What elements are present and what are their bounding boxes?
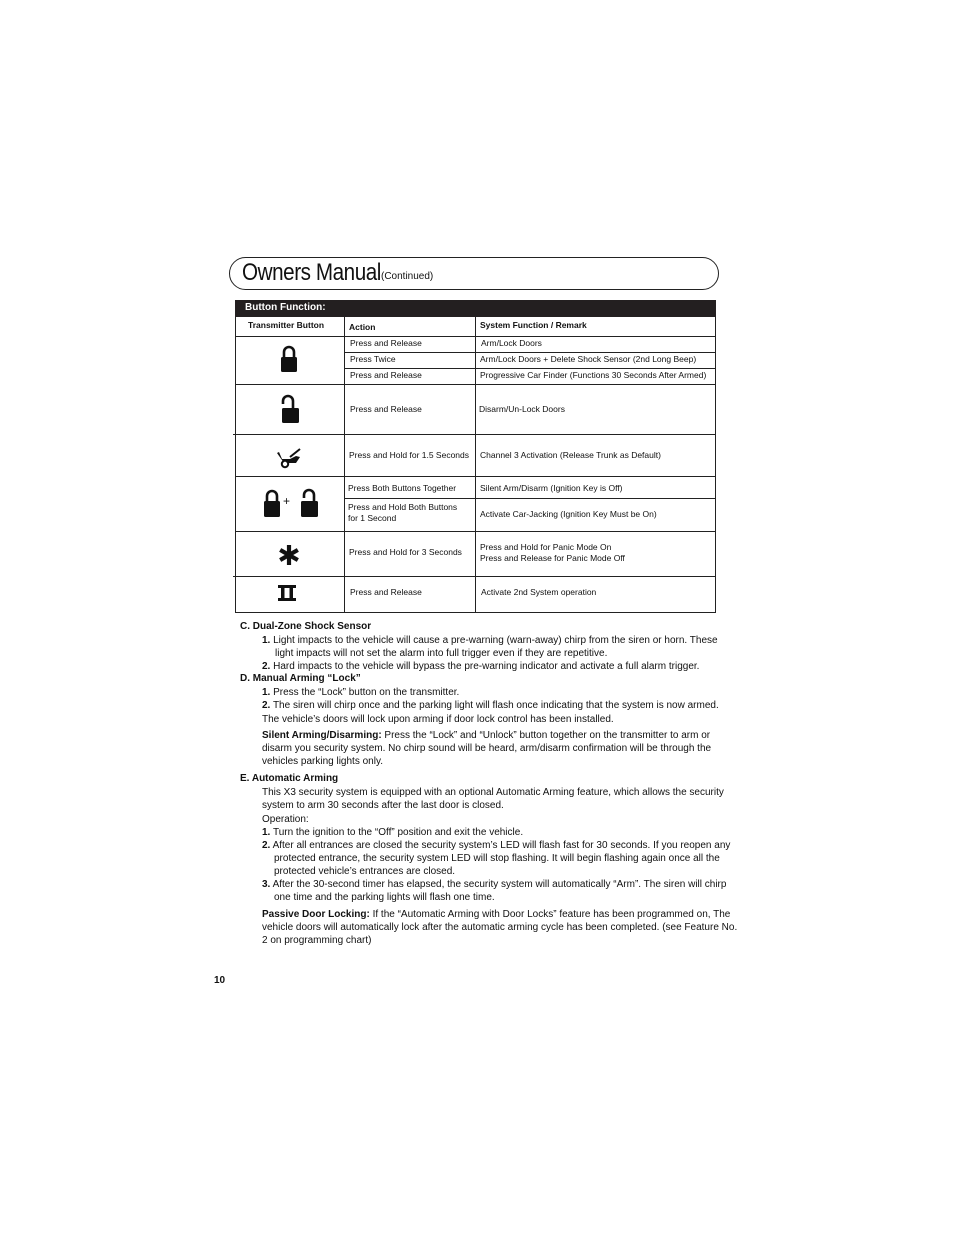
row-remark: Arm/Lock Doors xyxy=(481,338,542,348)
row-remark: Silent Arm/Disarm (Ignition Key is Off) xyxy=(480,483,623,493)
row-divider xyxy=(344,368,716,369)
lock-plus-unlock-icon xyxy=(263,487,323,524)
column-header-remark: System Function / Remark xyxy=(480,320,587,330)
unlock-icon xyxy=(279,394,301,429)
row-remark: Activate 2nd System operation xyxy=(481,587,597,597)
table-border xyxy=(715,317,716,613)
table-caption: Button Function: xyxy=(235,300,716,317)
row-divider xyxy=(235,476,716,477)
paragraph: Hard impacts to the vehicle will bypass the pre-warning indicator and activate a full alarm trigger. xyxy=(273,661,700,672)
list-number: 1. xyxy=(262,687,271,698)
row-divider xyxy=(235,384,716,385)
operation-label: Operation: xyxy=(262,814,309,825)
paragraph: After the 30-second timer has elapsed, the security system will automatically “Arm”. The siren will chirp xyxy=(272,879,727,890)
row-remark: Channel 3 Activation (Release Trunk as Default) xyxy=(480,450,661,460)
paragraph: This X3 security system is equipped with an optional Automatic Arming feature, which allows the security xyxy=(262,787,724,798)
list-number: 1. xyxy=(262,635,271,646)
paragraph: The vehicle’s doors will lock upon arming if door lock control has been installed. xyxy=(262,714,614,725)
row-remark: Press and Hold for Panic Mode On xyxy=(480,542,612,552)
paragraph: protected vehicle’s entrances are closed. xyxy=(274,866,456,877)
passive-door-locking-label: Passive Door Locking: xyxy=(262,909,370,920)
list-number: 3. xyxy=(262,879,271,890)
row-action: Press Twice xyxy=(350,354,396,364)
row-remark: Arm/Lock Doors + Delete Shock Sensor (2nd Long Beep) xyxy=(480,354,697,364)
paragraph: light impacts will not set the alarm into full trigger even if they are repetitive. xyxy=(275,648,608,659)
column-divider xyxy=(475,317,476,613)
row-remark: Activate Car-Jacking (Ignition Key Must be On) xyxy=(480,509,657,519)
list-number: 2. xyxy=(262,840,271,851)
paragraph: vehicles parking lights only. xyxy=(262,756,383,767)
plus-sign: + xyxy=(283,494,291,508)
paragraph: Press the “Lock” and “Unlock” button together on the transmitter to arm or xyxy=(381,730,711,741)
list-number: 2. xyxy=(262,661,271,672)
column-divider xyxy=(344,317,345,613)
row-divider xyxy=(233,434,716,435)
paragraph: Press the “Lock” button on the transmitter. xyxy=(273,687,460,698)
row-action: Press and Hold for 3 Seconds xyxy=(349,547,462,557)
row-action: Press and Release xyxy=(350,404,422,414)
row-divider xyxy=(235,531,716,532)
row-action: Press and Hold for 1.5 Seconds xyxy=(349,450,470,460)
row-action: Press Both Buttons Together xyxy=(348,483,457,493)
row-divider xyxy=(344,498,716,499)
row-divider xyxy=(235,336,716,337)
table-border xyxy=(235,317,236,613)
lock-icon xyxy=(279,345,299,378)
list-number: 2. xyxy=(262,700,271,711)
row-divider xyxy=(344,352,716,353)
row-action: Press and Release xyxy=(350,587,422,597)
section-e-heading: E. Automatic Arming xyxy=(240,773,339,784)
paragraph: vehicle doors will automatically lock after the automatic arming cycle has been completed. (see Feature No. xyxy=(262,922,738,933)
column-header-transmitter: Transmitter Button xyxy=(248,320,325,330)
row-remark: Disarm/Un-Lock Doors xyxy=(479,404,565,414)
paragraph: one time and the parking lights will flash one time. xyxy=(274,892,495,903)
paragraph: If the “Automatic Arming with Door Locks” feature has been programmed on, The xyxy=(369,909,731,920)
roman-two-icon xyxy=(278,585,296,606)
row-action: for 1 Second xyxy=(348,513,397,523)
section-c-heading: C. Dual-Zone Shock Sensor xyxy=(240,621,372,632)
page-subtitle: (Continued) xyxy=(381,271,434,282)
star-icon xyxy=(279,545,299,570)
page-title: Owners Manual xyxy=(242,259,381,286)
trunk-icon xyxy=(276,447,302,474)
row-divider xyxy=(233,576,716,577)
paragraph: protected entrance, the security system LED will stop flashing. It will begin flashing again once all the xyxy=(274,853,720,864)
paragraph: The siren will chirp once and the parking light will flash once indicating that the system is now armed. xyxy=(272,700,719,711)
paragraph: Light impacts to the vehicle will cause a pre-warning (warn-away) chirp from the siren or horn. These xyxy=(273,635,718,646)
button-function-table xyxy=(235,300,716,613)
row-action: Press and Hold Both Buttons xyxy=(348,502,458,512)
paragraph: Turn the ignition to the “Off” position and exit the vehicle. xyxy=(272,827,524,838)
row-action: Press and Release xyxy=(350,338,422,348)
silent-arming-label: Silent Arming/Disarming: xyxy=(262,730,382,741)
header-banner xyxy=(229,257,719,290)
paragraph: 2 on programming chart) xyxy=(262,935,372,946)
page-number: 10 xyxy=(214,975,226,986)
row-action: Press and Release xyxy=(350,370,422,380)
row-remark: Press and Release for Panic Mode Off xyxy=(480,553,625,563)
section-d-heading: D. Manual Arming “Lock” xyxy=(240,673,361,684)
row-remark: Progressive Car Finder (Functions 30 Seconds After Armed) xyxy=(480,370,707,380)
paragraph: disarm you security system. No chirp sound will be heard, arm/disarm confirmation will be through the xyxy=(262,743,712,754)
paragraph: After all entrances are closed the security system’s LED will flash fast for 30 seconds. If you reopen any xyxy=(272,840,731,851)
list-number: 1. xyxy=(262,827,271,838)
paragraph: system to arm 30 seconds after the last door is closed. xyxy=(262,800,504,811)
column-header-action: Action xyxy=(349,322,376,332)
